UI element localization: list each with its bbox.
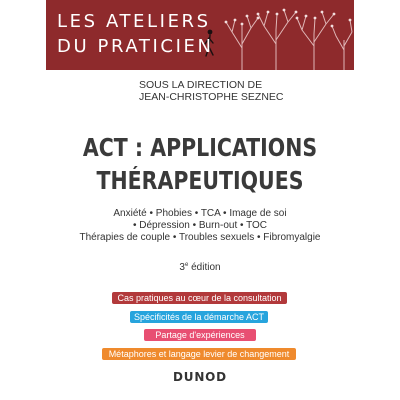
series-title-line-2: DU PRATICIEN — [57, 36, 214, 57]
edition-suffix: e — [184, 262, 189, 268]
edition-number: 3 — [179, 262, 185, 273]
book-title-line-1: ACT : APPLICATIONS — [82, 133, 318, 162]
highlight-badge: Partage d'expériences — [144, 329, 256, 341]
edition-label — [0, 262, 400, 273]
highlight-badge: Spécificités de la démarche ACT — [130, 311, 268, 323]
topics-line-3: Thérapies de couple • Troubles sexuels • Fibromyalgie — [79, 232, 321, 243]
book-title-line-2: THÉRAPEUTIQUES — [96, 166, 304, 195]
topics-line-2: • Dépression • Burn-out • TOC — [132, 220, 268, 231]
highlight-badge: Cas pratiques au cœur de la consultation — [112, 292, 287, 304]
highlight-badge: Métaphores et langage levier de changement — [102, 348, 296, 360]
topics-line-1: Anxiété • Phobies • TCA • Image de soi — [113, 208, 287, 219]
edition-text: édition — [188, 262, 221, 273]
series-title-line-1: LES ATELIERS — [57, 11, 211, 32]
direction-label: SOUS LA DIRECTION DE — [139, 79, 263, 91]
publisher-logo: DUNOD — [173, 370, 227, 384]
editor-name: JEAN-CHRISTOPHE SEZNEC — [139, 91, 284, 103]
series-banner — [46, 0, 354, 70]
